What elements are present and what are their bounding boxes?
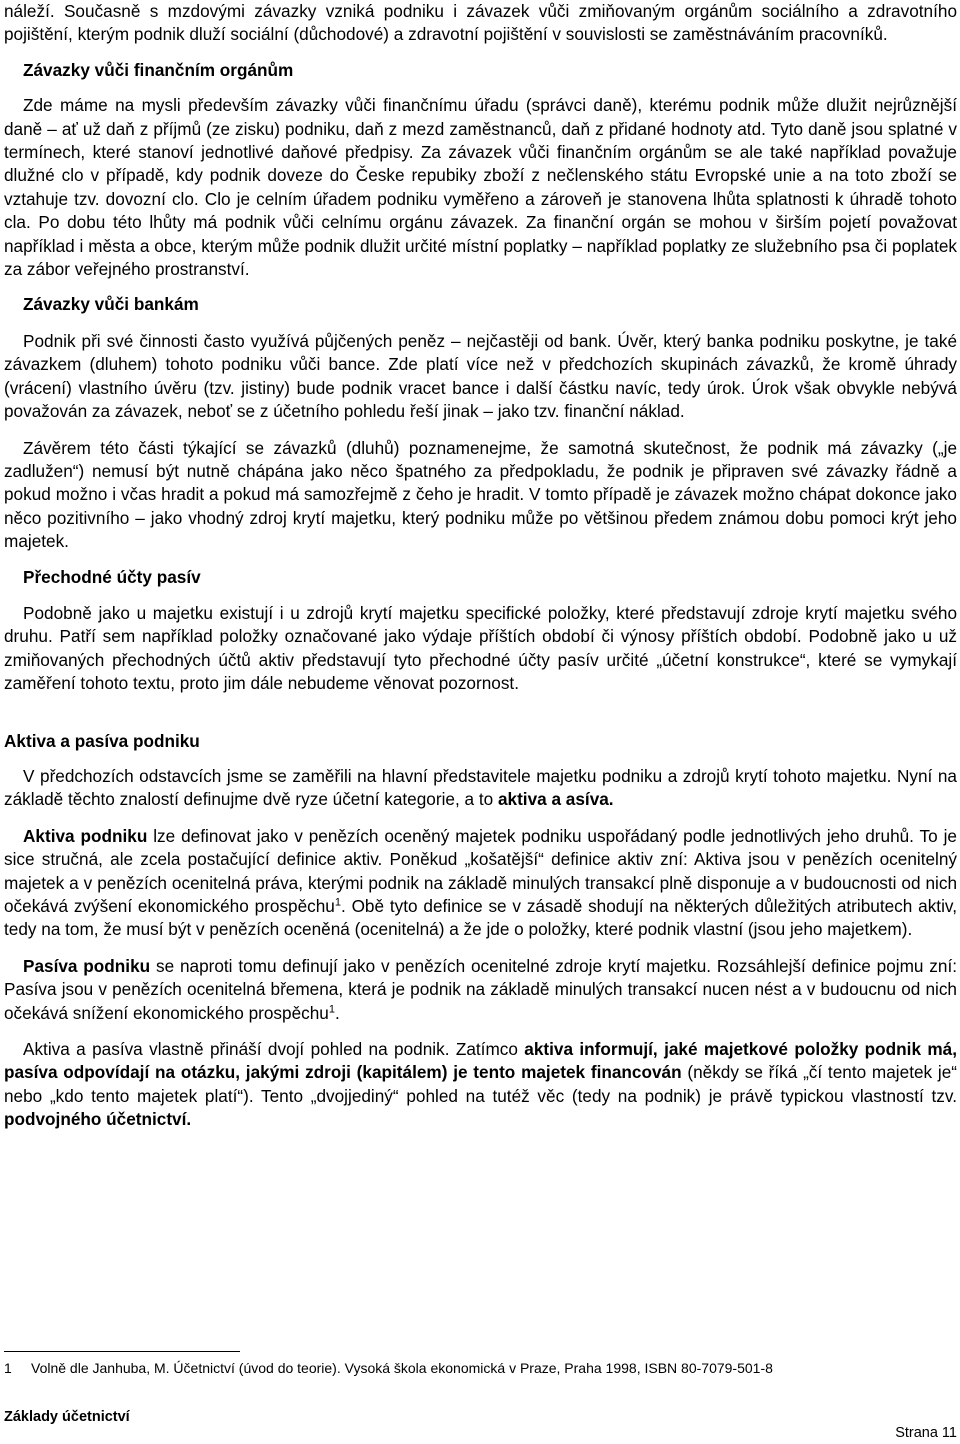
liabilities-definition-text: se naproti tomu definují jako v penězích ocenitelné zdroje krytí majetku. Rozsáhlejší definice pojmu zní: Pasíva jsou v penězích ocenitelná břemena, která je podnik na základě minulých transakcí nucen nést a v budoucnu od nich očekává snížení ekonomického prospěchu — [4, 955, 957, 1023]
assets-intro-paragraph — [4, 765, 957, 812]
assets-term: Aktiva podniku — [23, 825, 148, 846]
heading-accruals-liabilities: Přechodné účty pasív — [23, 566, 201, 587]
banks-paragraph-2: Závěrem této části týkající se závazků (dluhů) poznamenejme, že samotná skutečnost, že podnik má závazky („je zadlužen“) nemusí být nutně chápána jako něco špatného za předpokladu, že podnik je připraven své závazky řádně a pokud možno i včas hradit a pokud má samozřejmě z čeho je hradit. V tomto případě je závazek možno chápat dokonce jako něco pozitivního – jako vhodný zdroj krytí majetku, který podniku může po většinou předem známou dobu pomoci krýt jeho majetek. — [4, 437, 957, 552]
footnote — [4, 1359, 773, 1377]
dual-view-bold-1: aktiva informují, jaké majetkové položky podnik má, pasíva odpovídají na otázku, jakými zdroji (kapitálem) je tento majetek financován — [4, 1039, 957, 1083]
liabilities-definition-end: . — [334, 1002, 340, 1023]
financial-authorities-paragraph: Zde máme na mysli především závazky vůči finančnímu úřadu (správci daně), kterému podnik může dlužit nejrůznější daně – ať už daň z příjmů (ze zisku) podniku, daň z mezd zaměstnanců, daň z přidané hodnoty atd. Tyto daně jsou splatné v termínech, které stanoví jednotlivé daňové předpisy. Za závazek vůči finančním orgánům se ale také například považuje dlužné clo v případě, kdy podnik doveze do Českе repubiky zboží z nečlenského státu Evropské unie a na toto zboží se vztahuje tzv. dovozní clo. Clo je celním úřadem podniku vyměřeno a zároveň je stanovena lhůta splatnosti k úhradě tohoto cla. Po dobu této lhůty má podnik vůči celnímu orgánu závazek. Za finanční orgán se mohou v širším pojetí považovat například i města a obce, kterým může podnik dlužit určité místní poplatky – například poplatky ze služebního psa či poplatek za zábor veřejného prostranství. — [4, 95, 957, 280]
footnote-ref: 1 — [328, 1002, 335, 1015]
assets-definition-text-2: . Obě tyto definice se v zásadě shodují na některých důležitých atributech aktiv, tedy na tom, že musí být v penězích oceněná (ocenitelná) a že jde o položky, které podnik vlastní (jsou jeho majetkem). — [4, 896, 957, 940]
footnote-text: Volně dle Janhuba, M. Účetnictví (úvod do teorie). Vysoká škola ekonomická v Praze, Praha 1998, ISBN 80-7079-501-8 — [31, 1360, 773, 1376]
banks-paragraph-1: Podnik při své činnosti často využívá půjčených peněz – nejčastěji od bank. Úvěr, který banka podniku poskytne, je také závazkem (dluhem) tohoto podniku vůči bance. Zde platí více než v předchozích skupinách závazků, že kromě úhrady (vrácení) vlastního úvěru (tzv. jistiny) bude podnik vracet bance i další částku navíc, tedy úrok. Úrok však obvykle nebývá považován za závazek, neboť se z účetního pohledu řeší jinak – jako tzv. finanční náklad. — [4, 330, 957, 422]
footnote-number: 1 — [4, 1360, 12, 1376]
assets-intro-text: V předchozích odstavcích jsme se zaměřili na hlavní představitele majetku podniku a zdrojů krytí tohoto majetku. Nyní na základě těchto znalostí definujme dvě ryze účetní kategorie, a to — [4, 765, 957, 810]
footnote-ref: 1 — [334, 896, 341, 909]
page-number: Strana 11 — [895, 1425, 957, 1441]
dual-view-text-2: (někdy se říká „čí tento majetek je“ nebo „kdo tento majetek platí“). Tento „dvojjediný“ pohled na tutéž věc (tedy na podnik) je právě typickou vlastností tzv. — [4, 1062, 957, 1106]
heading-assets-liabilities: Aktiva a pasíva podniku — [4, 730, 200, 751]
footnote-divider — [4, 1351, 240, 1352]
accruals-paragraph: Podobně jako u majetku existují i u zdrojů krytí majetku specifické položky, které představují zdroje krytí majetku svého druhu. Patří sem například položky označované jako výdaje příštích období či výnosy příštích období. Podobně jako u už zmiňovaných přechodných účtů aktiv představují tyto přechodné účty pasív určité „účetní konstrukce“, které se vymykají zaměření tohoto textu, proto jim dále nebudeme věnovat pozornost. — [4, 602, 957, 694]
liabilities-definition-paragraph — [4, 955, 957, 1025]
document-page — [4, 0, 957, 1132]
liabilities-term: Pasíva podniku — [23, 955, 151, 976]
footer-title: Základy účetnictví — [4, 1409, 130, 1425]
dual-view-text-1: Aktiva a pasíva vlastně přináší dvojí pohled na podnik. Zatímco — [23, 1039, 525, 1060]
heading-financial-authorities: Závazky vůči finančním orgánům — [23, 59, 294, 80]
heading-banks: Závazky vůči bankám — [23, 294, 199, 315]
assets-definition-paragraph — [4, 825, 957, 942]
dual-view-bold-2: podvojného účetnictví. — [4, 1109, 192, 1130]
assets-intro-bold: aktiva a asíva. — [497, 789, 614, 810]
dual-view-paragraph — [4, 1038, 957, 1132]
intro-paragraph: náleží. Současně s mzdovými závazky vzniká podniku i závazek vůči zmiňovaným orgánům sociálního a zdravotního pojištění, kterým podnik dluží sociální (důchodové) a zdravotní pojištění v souvislosti se zaměstnáváním pracovníků. — [4, 1, 957, 45]
assets-definition-text: lze definovat jako v penězích oceněný majetek podniku uspořádaný podle jednotlivých jeho druhů. To je sice stručná, ale zcela postačující definice aktiv. Poněkud „košatější“ definice aktiv zní: Aktiva jsou v penězích ocenitelný majetek a v penězích ocenitelná práva, kterými podnik na základě minulých transakcí plně disponuje a v budoucnosti od nich očekává zvýšení ekonomického prospěchu — [4, 825, 957, 916]
